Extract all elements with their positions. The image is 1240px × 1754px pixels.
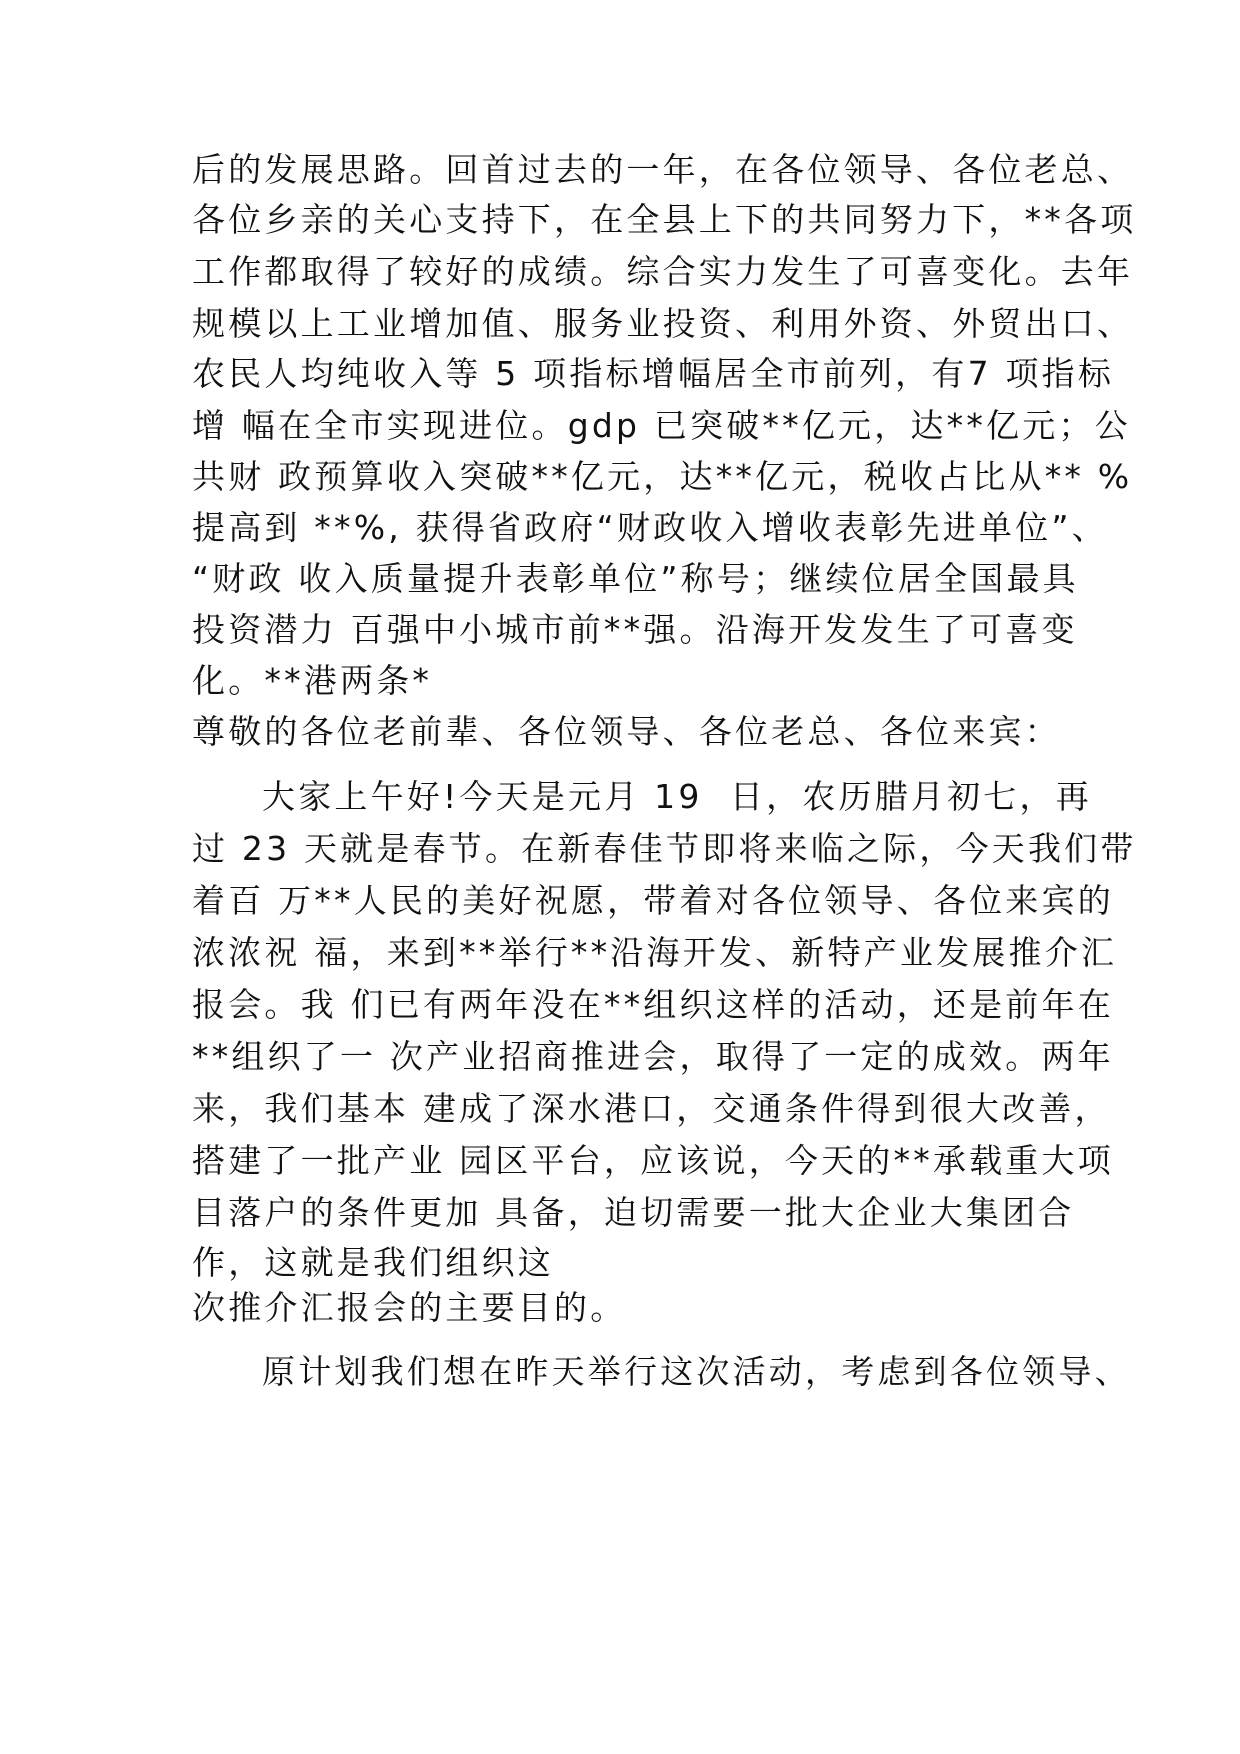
paragraph-line: 次推介汇报会的主要目的。: [192, 1288, 627, 1327]
paragraph-line: 目落户的条件更加 具备，迫切需要一批大企业大集团合: [192, 1193, 1075, 1232]
salutation: 尊敬的各位老前辈、各位领导、各位老总、各位来宾：: [192, 712, 1061, 751]
paragraph-line: 搭建了一批产业 园区平台，应该说，今天的**承载重大项: [192, 1141, 1114, 1180]
paragraph-line: 报会。我 们已有两年没在**组织这样的活动，还是前年在: [192, 985, 1114, 1024]
fragment-line: 各位乡亲的关心支持下，在全县上下的共同努力下，**各项: [192, 200, 1137, 239]
paragraph-line: 浓浓祝 福，来到**举行**沿海开发、新特产业发展推介汇: [192, 933, 1118, 972]
fragment-line: “财政 收入质量提升表彰单位”称号；继续位居全国最具: [192, 559, 1079, 598]
fragment-line: 后的发展思路。回首过去的一年，在各位领导、各位老总、: [192, 150, 1134, 189]
fragment-line: 农民人均纯收入等 5 项指标增幅居全市前列，有7 项指标: [192, 354, 1115, 393]
fragment-line: 增 幅在全市实现进位。gdp 已突破**亿元，达**亿元；公: [192, 406, 1131, 445]
paragraph-line: 过 23 天就是春节。在新春佳节即将来临之际，今天我们带: [192, 829, 1137, 868]
fragment-line: 化。**港两条*: [192, 661, 433, 700]
paragraph-line: 大家上午好!今天是元月 19 日，农历腊月初七，再: [262, 777, 1092, 816]
paragraph-line: 原计划我们想在昨天举行这次活动，考虑到各位领导、: [262, 1352, 1131, 1391]
fragment-line: 提高到 **%, 获得省政府“财政收入增收表彰先进单位”、: [192, 508, 1108, 547]
paragraph-line: **组织了一 次产业招商推进会，取得了一定的成效。两年: [192, 1037, 1114, 1076]
fragment-line: 规模以上工业增加值、服务业投资、利用外资、外贸出口、: [192, 304, 1134, 343]
fragment-line: 共财 政预算收入突破**亿元，达**亿元，税收占比从** %: [192, 457, 1133, 496]
fragment-line: 投资潜力 百强中小城市前**强。沿海开发发生了可喜变: [192, 610, 1078, 649]
paragraph-line: 作，这就是我们组织这: [192, 1243, 554, 1282]
paragraph-line: 来，我们基本 建成了深水港口，交通条件得到很大改善，: [192, 1089, 1111, 1128]
paragraph-line: 着百 万**人民的美好祝愿，带着对各位领导、各位来宾的: [192, 881, 1114, 920]
fragment-line: 工作都取得了较好的成绩。综合实力发生了可喜变化。去年: [192, 252, 1134, 291]
